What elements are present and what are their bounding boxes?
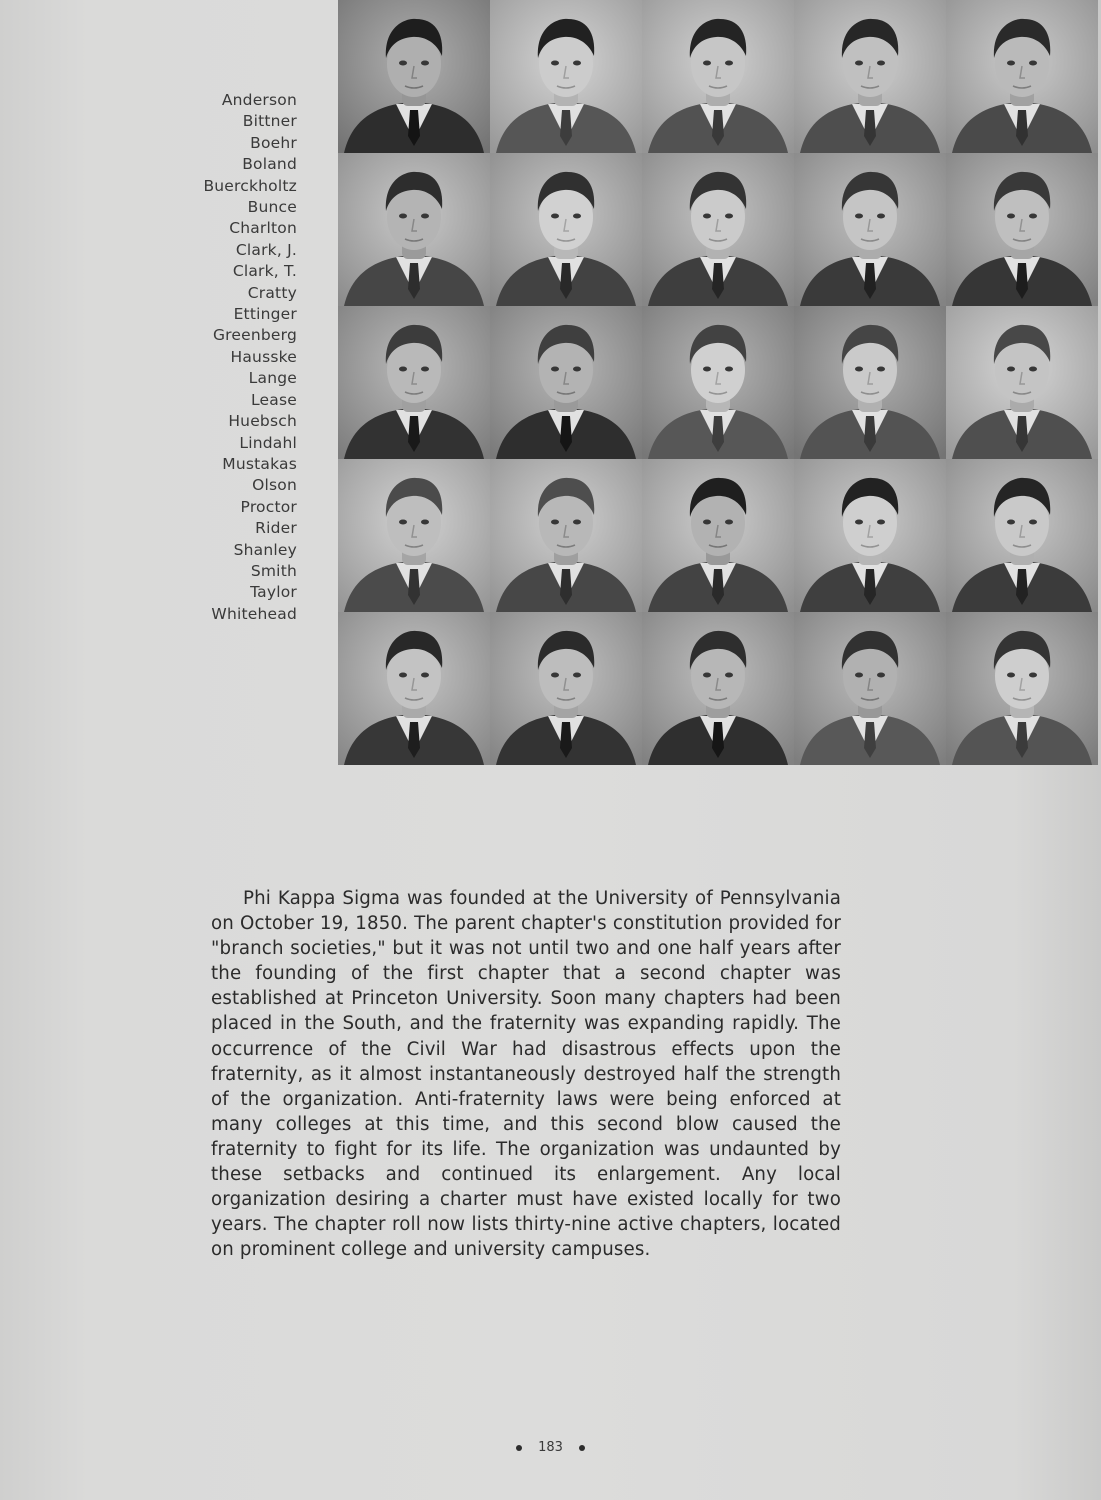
member-name: Lease: [250, 390, 297, 409]
member-portrait: [338, 0, 490, 153]
member-name: Taylor: [250, 583, 297, 602]
member-portrait: [338, 153, 490, 306]
member-portrait: [946, 0, 1098, 153]
member-name: Clark, J.: [235, 240, 297, 259]
member-portrait: [490, 0, 642, 153]
member-name: Shanley: [233, 540, 297, 559]
member-name: Whitehead: [211, 604, 297, 623]
member-portrait: [642, 306, 794, 459]
footer-bullet-right: [579, 1445, 585, 1451]
chapter-history-paragraph: Phi Kappa Sigma was founded at the University of Pennsylvania on October 19, 1850. The parent chapter's constitution provided for "branch societies," but it was not until two and one half years after the founding of the first chapter that a second chapter was established at Princeton University. Soon many chapters had been placed in the South, and the fraternity was expanding rapidly. The occurrence of the Civil War had disastrous effects upon the fraternity, as it almost instantaneously destroyed half the strength of the organization. Anti-fraternity laws were being enforced at many colleges at this time, and this second blow caused the fraternity to fight for its life. The organization was undaunted by these setbacks and continued its enlargement. Any local organization desiring a charter must have existed locally for two years. The chapter roll now lists thirty-nine active chapters, located on prominent college and university campuses.: [211, 888, 841, 1261]
member-name: Huebsch: [228, 412, 297, 431]
member-name: Hausske: [230, 347, 297, 366]
member-name: Buerckholtz: [203, 176, 297, 195]
member-name: Rider: [255, 519, 297, 538]
member-portrait: [946, 306, 1098, 459]
member-portrait: [338, 612, 490, 765]
member-name: Charlton: [229, 219, 297, 238]
member-portrait: [642, 612, 794, 765]
member-portrait: [794, 459, 946, 612]
member-portrait: [946, 612, 1098, 765]
member-portrait: [642, 0, 794, 153]
member-portrait: [794, 306, 946, 459]
member-name: Bittner: [242, 112, 297, 131]
member-name: Boland: [242, 155, 297, 174]
member-name: Smith: [250, 561, 297, 580]
member-portrait: [490, 459, 642, 612]
member-portrait: [490, 306, 642, 459]
member-portrait-grid: [338, 0, 1098, 765]
member-portrait: [946, 459, 1098, 612]
member-portrait: [338, 306, 490, 459]
page-number: 183: [538, 1440, 563, 1455]
member-name: Lange: [248, 369, 297, 388]
member-name: Olson: [252, 476, 297, 495]
member-portrait: [794, 0, 946, 153]
member-portrait: [490, 153, 642, 306]
member-portrait: [794, 612, 946, 765]
member-name: Clark, T.: [232, 262, 297, 281]
member-name: Bunce: [247, 198, 297, 217]
member-name: Cratty: [247, 283, 297, 302]
member-name: Lindahl: [239, 433, 297, 452]
member-name: Proctor: [240, 497, 297, 516]
member-name: Ettinger: [233, 305, 297, 324]
member-name: Mustakas: [222, 454, 297, 473]
member-name: Greenberg: [212, 326, 297, 345]
member-name: Boehr: [250, 133, 297, 152]
member-portrait: [642, 153, 794, 306]
member-name: Anderson: [221, 91, 297, 109]
member-portrait: [642, 459, 794, 612]
member-portrait: [946, 153, 1098, 306]
member-portrait: [338, 459, 490, 612]
footer-bullet-left: [516, 1445, 522, 1451]
page-footer: [0, 1440, 1101, 1455]
member-name-list: [203, 90, 297, 625]
member-portrait: [794, 153, 946, 306]
member-portrait: [490, 612, 642, 765]
